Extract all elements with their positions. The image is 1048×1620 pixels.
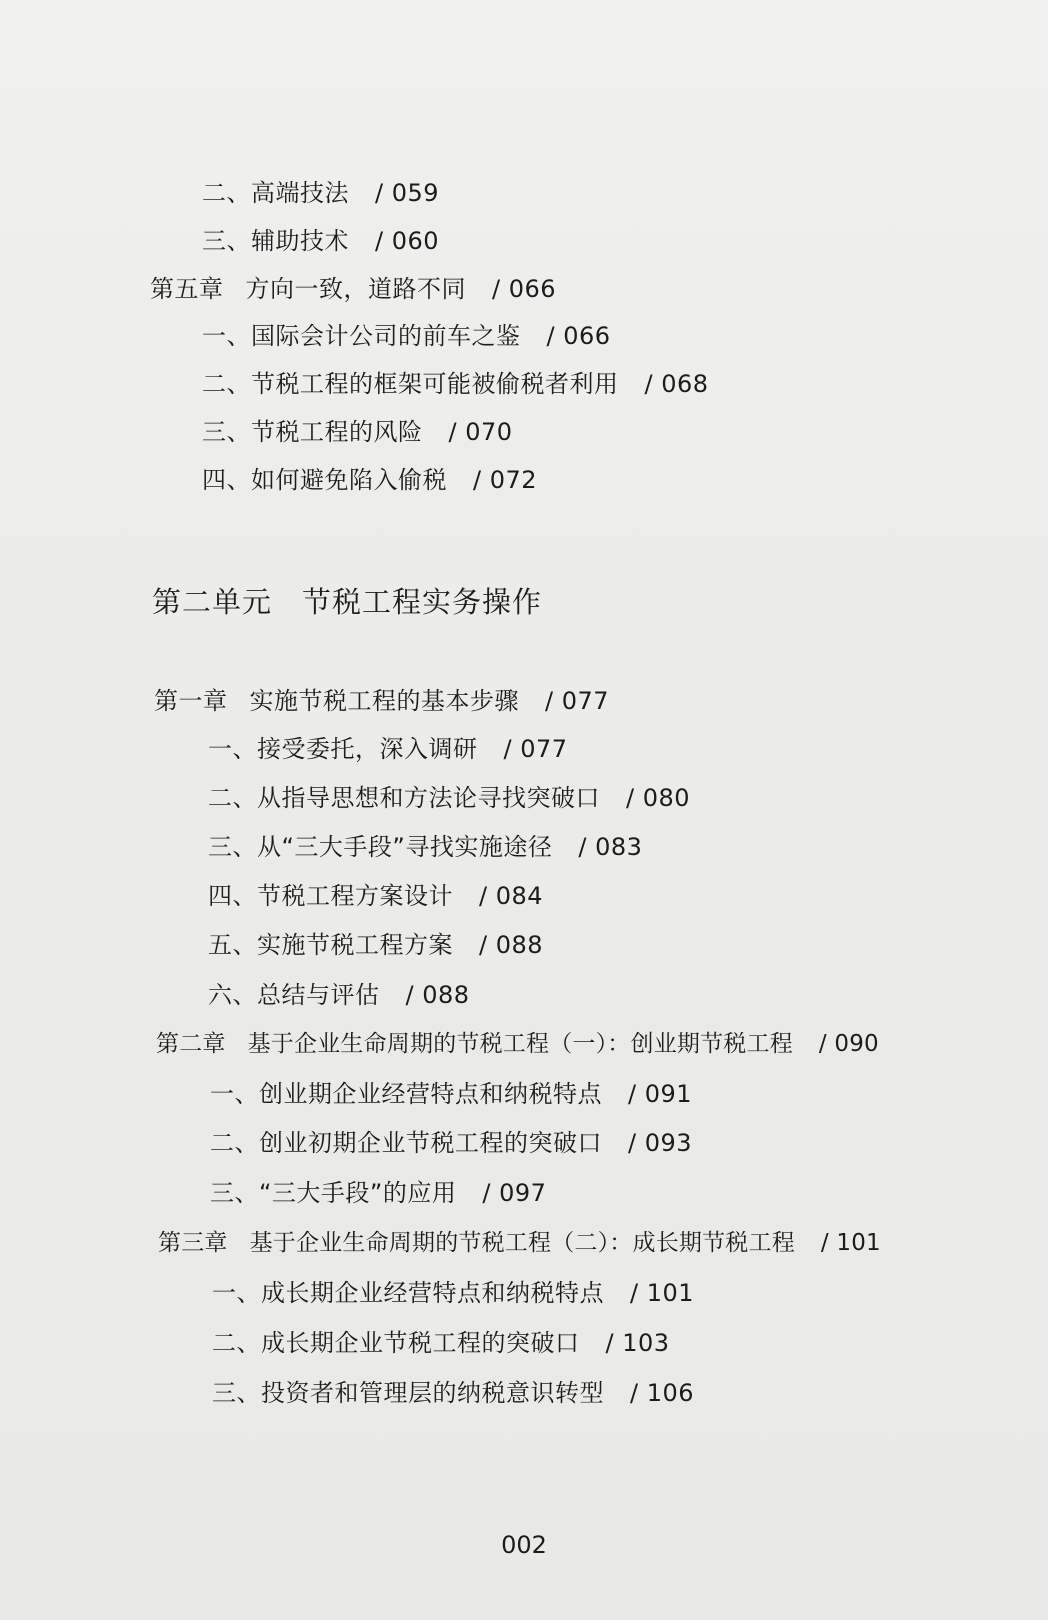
toc-entry — [212, 1378, 694, 1408]
toc-page-number: / 077 — [545, 687, 610, 715]
toc-entry — [210, 1178, 546, 1208]
toc-entry-title: 二、从指导思想和方法论寻找突破口 — [208, 784, 600, 812]
toc-entry-title: 二、高端技法 — [202, 179, 349, 207]
toc-entry-title: 三、“三大手段”的应用 — [210, 1179, 457, 1207]
toc-entry-title: 四、如何避免陷入偷税 — [202, 466, 447, 494]
chapter-label: 第一章 — [154, 687, 228, 715]
toc-page-number: / 066 — [546, 322, 611, 350]
toc-page-number: / 070 — [448, 418, 513, 446]
toc-page-number: / 101 — [630, 1279, 695, 1307]
toc-page-number: / 083 — [578, 833, 643, 861]
toc-page-number: / 088 — [479, 931, 544, 959]
chapter-title: 基于企业生命周期的节税工程（一）：创业期节税工程 — [247, 1031, 793, 1057]
toc-entry-title: 三、投资者和管理层的纳税意识转型 — [212, 1379, 604, 1407]
toc-entry-title: 二、节税工程的框架可能被偷税者利用 — [202, 370, 619, 398]
toc-entry — [202, 417, 513, 447]
toc-page-number: / 084 — [479, 882, 544, 910]
unit-title: 节税工程实务操作 — [302, 585, 543, 619]
toc-chapter — [158, 1228, 881, 1258]
toc-entry — [202, 465, 537, 495]
toc-page-number: / 080 — [626, 784, 691, 812]
toc-entry-title: 一、成长期企业经营特点和纳税特点 — [212, 1279, 604, 1307]
toc-page-number: / 077 — [503, 735, 568, 763]
toc-page-number: / 091 — [628, 1080, 693, 1108]
toc-entry — [208, 783, 690, 813]
toc-page-number: / 060 — [375, 227, 440, 255]
toc-entry — [208, 881, 543, 911]
toc-entry-title: 二、成长期企业节税工程的突破口 — [212, 1329, 580, 1357]
chapter-title: 基于企业生命周期的节税工程（二）：成长期节税工程 — [249, 1230, 795, 1256]
toc-chapter — [154, 686, 609, 716]
toc-entry — [212, 1328, 670, 1358]
toc-entry — [208, 734, 568, 764]
toc-entry — [202, 321, 611, 351]
toc-chapter — [156, 1029, 879, 1059]
toc-chapter — [150, 274, 556, 304]
toc-page-number: / 101 — [820, 1230, 881, 1256]
toc-entry — [202, 226, 439, 256]
toc-entry-title: 一、创业期企业经营特点和纳税特点 — [210, 1080, 602, 1108]
toc-entry — [208, 832, 642, 862]
chapter-label: 第二章 — [156, 1031, 226, 1057]
toc-entry — [212, 1278, 694, 1308]
toc-entry-title: 三、节税工程的风险 — [202, 418, 423, 446]
toc-entry-title: 六、总结与评估 — [208, 981, 380, 1009]
toc-page-number: / 066 — [492, 275, 557, 303]
toc-entry-title: 一、接受委托，深入调研 — [208, 735, 478, 763]
chapter-label: 第五章 — [150, 275, 224, 303]
toc-entry — [202, 369, 709, 399]
chapter-label: 第三章 — [158, 1230, 228, 1256]
toc-entry-title: 五、实施节税工程方案 — [208, 931, 453, 959]
toc-page-number: / 097 — [482, 1179, 547, 1207]
toc-page-number: / 103 — [605, 1329, 670, 1357]
unit-label: 第二单元 — [152, 585, 273, 619]
toc-entry — [202, 178, 439, 208]
toc-entry-title: 三、辅助技术 — [202, 227, 349, 255]
toc-entry-title: 二、创业初期企业节税工程的突破口 — [210, 1129, 602, 1157]
toc-entry — [210, 1079, 692, 1109]
chapter-title: 实施节税工程的基本步骤 — [249, 687, 519, 715]
toc-page-number: / 072 — [473, 466, 538, 494]
toc-page-number: / 068 — [644, 370, 709, 398]
toc-entry — [208, 930, 543, 960]
chapter-title: 方向一致，道路不同 — [245, 275, 466, 303]
toc-entry — [208, 980, 470, 1010]
toc-entry-title: 三、从“三大手段”寻找实施途径 — [208, 833, 553, 861]
toc-page-number: / 088 — [405, 981, 470, 1009]
toc-unit-heading — [152, 584, 542, 620]
page-number-footer: 002 — [501, 1531, 547, 1559]
toc-page-number: / 093 — [628, 1129, 693, 1157]
toc-page-number: / 059 — [375, 179, 440, 207]
toc-entry-title: 四、节税工程方案设计 — [208, 882, 453, 910]
toc-entry — [210, 1128, 692, 1158]
toc-page-number: / 090 — [818, 1031, 879, 1057]
toc-page-number: / 106 — [630, 1379, 695, 1407]
toc-entry-title: 一、国际会计公司的前车之鉴 — [202, 322, 521, 350]
